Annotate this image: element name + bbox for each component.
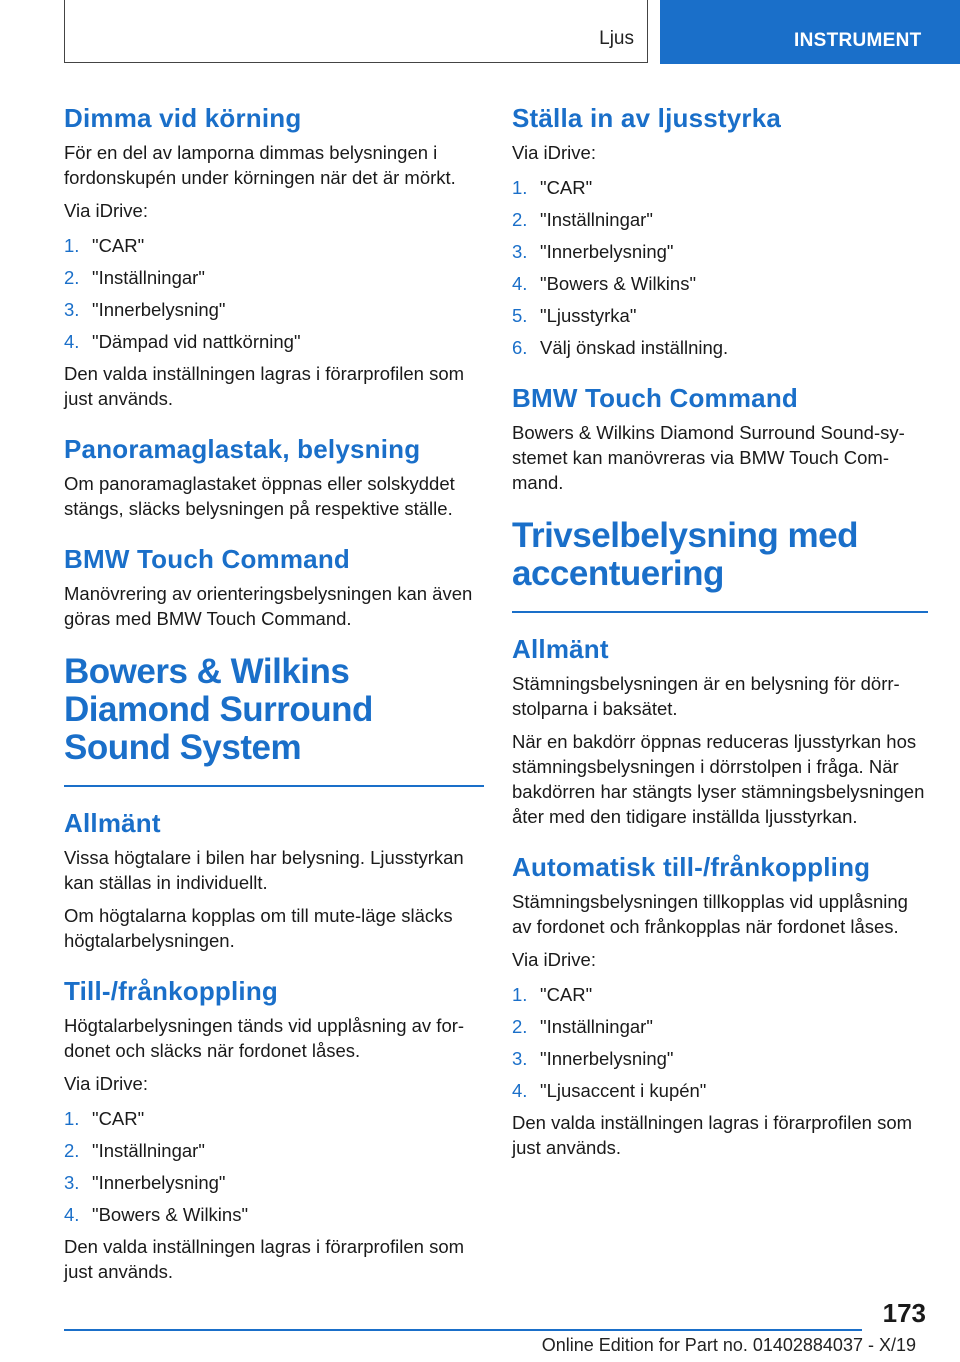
paragraph: Den valda inställningen lagras i förarprofilen som just används. bbox=[64, 1236, 465, 1282]
steps-list bbox=[64, 233, 484, 354]
section-dimming-while-driving bbox=[64, 102, 484, 411]
list-item bbox=[512, 1014, 928, 1039]
section-heading: Till-/frånkoppling bbox=[64, 976, 278, 1006]
right-column bbox=[512, 102, 928, 1182]
paragraph: Om panoramaglastaket öppnas eller solskyddet stängs, släcks belysningen på respektive ställe. bbox=[64, 473, 455, 519]
list-text: "CAR" bbox=[540, 984, 593, 1005]
list-text: "Innerbelysning" bbox=[92, 299, 226, 320]
list-number: 4. bbox=[512, 1080, 528, 1101]
list-item bbox=[512, 982, 928, 1007]
list-item bbox=[512, 271, 928, 296]
paragraph: Vissa högtalare i bilen har belysning. Ljusstyrkan kan ställas in individuellt. bbox=[64, 847, 464, 893]
list-item bbox=[64, 1138, 484, 1163]
section-set-brightness bbox=[512, 102, 928, 360]
paragraph: Den valda inställningen lagras i förarprofilen som just används. bbox=[512, 1112, 913, 1158]
list-text: "Inställningar" bbox=[92, 267, 205, 288]
list-number: 2. bbox=[512, 209, 528, 230]
paragraph: Stämningsbelysningen tillkopplas vid upplåsning av fordonet och frånkopplas när fordonet låses. bbox=[512, 891, 908, 937]
section-general bbox=[64, 807, 484, 953]
list-number: 2. bbox=[64, 267, 80, 288]
list-item bbox=[64, 233, 484, 258]
paragraph: Om högtalarna kopplas om till mute-läge släcks högtalarbelysningen. bbox=[64, 905, 453, 951]
section-heading: Panoramaglastak, belysning bbox=[64, 434, 421, 464]
list-text: "Ljusaccent i kupén" bbox=[540, 1080, 707, 1101]
section-touch-command bbox=[512, 382, 928, 495]
paragraph: Den valda inställningen lagras i förarprofilen som just används. bbox=[64, 363, 465, 409]
list-text: "Innerbelysning" bbox=[540, 1048, 674, 1069]
footer-edition-text: Online Edition for Part no. 01402884037 - X/19 bbox=[541, 1335, 916, 1355]
list-item bbox=[512, 239, 928, 264]
list-text: "CAR" bbox=[92, 235, 145, 256]
list-item bbox=[64, 329, 484, 354]
list-text: "Ljusstyrka" bbox=[540, 305, 637, 326]
list-text: "Innerbelysning" bbox=[92, 1172, 226, 1193]
list-text: "CAR" bbox=[92, 1108, 145, 1129]
list-item bbox=[512, 175, 928, 200]
list-text: "Dämpad vid nattkörning" bbox=[92, 331, 301, 352]
section-touch-command bbox=[64, 543, 484, 631]
list-number: 3. bbox=[512, 1048, 528, 1069]
header-section-title: Ljus bbox=[599, 28, 634, 49]
section-panorama-roof bbox=[64, 433, 484, 521]
section-heading: BMW Touch Command bbox=[64, 544, 350, 574]
left-column bbox=[64, 102, 484, 1306]
list-text: "Inställningar" bbox=[540, 1016, 653, 1037]
paragraph: När en bakdörr öppnas reduceras ljusstyrkan hos stämningsbelysningen i dörrstolpen i fråga. När bakdörren har stängts lyser stämningsbelysningen åter med den tidigare inställda ljusstyrkan. bbox=[512, 731, 925, 827]
list-item bbox=[512, 207, 928, 232]
list-text: "Inställningar" bbox=[540, 209, 653, 230]
list-item bbox=[64, 1170, 484, 1195]
list-number: 4. bbox=[64, 331, 80, 352]
steps-list bbox=[512, 175, 928, 360]
section-on-off bbox=[64, 975, 484, 1284]
list-number: 6. bbox=[512, 337, 528, 358]
section-automatic-on-off bbox=[512, 851, 928, 1160]
list-item bbox=[64, 297, 484, 322]
list-number: 4. bbox=[64, 1204, 80, 1225]
paragraph: Via iDrive: bbox=[64, 1073, 148, 1094]
steps-list bbox=[512, 982, 928, 1103]
header-chapter-tab: INSTRUMENT bbox=[660, 0, 960, 64]
list-item bbox=[512, 335, 928, 360]
header-frame bbox=[64, 0, 648, 63]
section-heading: BMW Touch Command bbox=[512, 383, 798, 413]
list-number: 1. bbox=[512, 177, 528, 198]
list-item bbox=[64, 265, 484, 290]
section-heading: Dimma vid körning bbox=[64, 103, 302, 133]
paragraph: Via iDrive: bbox=[512, 142, 596, 163]
paragraph: För en del av lamporna dimmas belysningen i fordonskupén under körningen när det är mörkt. bbox=[64, 142, 456, 188]
paragraph: Manövrering av orienteringsbelysningen kan även göras med BMW Touch Command. bbox=[64, 583, 473, 629]
page-number: 173 bbox=[882, 1298, 926, 1328]
list-number: 2. bbox=[512, 1016, 528, 1037]
list-text: "Bowers & Wilkins" bbox=[540, 273, 697, 294]
section-heading: Allmänt bbox=[64, 808, 161, 838]
list-text: "Inställningar" bbox=[92, 1140, 205, 1161]
section-heading: Automatisk till-/frånkoppling bbox=[512, 852, 871, 882]
paragraph: Bowers & Wilkins Diamond Surround Sound-systemet kan manövreras via BMW Touch Command. bbox=[512, 422, 905, 493]
paragraph: Via iDrive: bbox=[512, 949, 596, 970]
footer-divider bbox=[64, 1329, 862, 1331]
section-general bbox=[512, 633, 928, 829]
list-number: 4. bbox=[512, 273, 528, 294]
paragraph: Via iDrive: bbox=[64, 200, 148, 221]
list-number: 1. bbox=[64, 235, 80, 256]
list-item bbox=[512, 303, 928, 328]
steps-list bbox=[64, 1106, 484, 1227]
list-number: 3. bbox=[64, 299, 80, 320]
list-number: 1. bbox=[512, 984, 528, 1005]
section-heading: Allmänt bbox=[512, 634, 609, 664]
list-number: 2. bbox=[64, 1140, 80, 1161]
list-text: "Bowers & Wilkins" bbox=[92, 1204, 249, 1225]
list-item bbox=[512, 1078, 928, 1103]
paragraph: Stämningsbelysningen är en belysning för dörrstolparna i baksätet. bbox=[512, 673, 900, 719]
list-text: Välj önskad inställning. bbox=[540, 337, 729, 358]
list-text: "CAR" bbox=[540, 177, 593, 198]
list-number: 3. bbox=[64, 1172, 80, 1193]
paragraph: Högtalarbelysningen tänds vid upplåsning av fordonet och släcks när fordonet låses. bbox=[64, 1015, 465, 1061]
list-number: 1. bbox=[64, 1108, 80, 1129]
list-text: "Innerbelysning" bbox=[540, 241, 674, 262]
list-item bbox=[512, 1046, 928, 1071]
chapter-heading: Bowers & Wilkins Diamond Surround Sound System bbox=[64, 653, 484, 787]
list-number: 3. bbox=[512, 241, 528, 262]
chapter-heading: Trivselbelysning med accentuering bbox=[512, 517, 928, 613]
section-heading: Ställa in av ljusstyrka bbox=[512, 103, 782, 133]
list-number: 5. bbox=[512, 305, 528, 326]
list-item bbox=[64, 1106, 484, 1131]
list-item bbox=[64, 1202, 484, 1227]
